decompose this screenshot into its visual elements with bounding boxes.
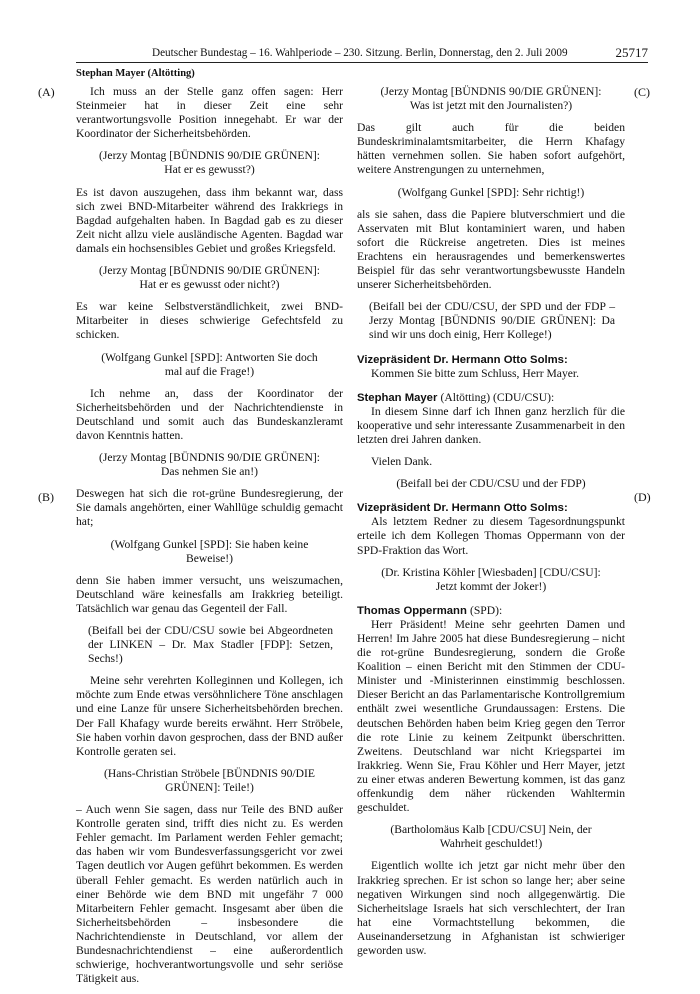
paragraph: Es war keine Selbstverständlichkeit, zwei BND-Mitarbeiter in dieses schwierige Gefechtsfeld zu schicken.	[76, 300, 343, 342]
paragraph: Kommen Sie bitte zum Schluss, Herr Mayer.	[371, 366, 580, 380]
left-column	[76, 85, 343, 994]
paragraph: In diesem Sinne darf ich Ihnen ganz herzlich für die kooperative und sehr interessante Zusammenarbeit in den letzten drei Jahren danken.	[357, 404, 625, 446]
page-header	[76, 47, 648, 63]
interjection: (Wolfgang Gunkel [SPD]: Sie haben keine Beweise!)	[110, 537, 309, 565]
paragraph: als sie sahen, dass die Papiere blutverschmiert und die Asservaten mit Blut kontaminiert waren, und haben sofort die Rückreise angetreten. Dies ist meines Erachtens ein herausragendes und bemerkenswertes Beispiel für das sehr verantwortungsbewusste Handeln unserer Sicherheitsbehörden.	[357, 207, 625, 292]
margin-marker-c: (C)	[634, 85, 650, 99]
applause: (Beifall bei der CDU/CSU, der SPD und der FDP – Jerzy Montag [BÜNDNIS 90/DIE GRÜNEN]: Da sind wir uns doch einig, Herr Kollege!)	[369, 300, 615, 342]
speaker-affiliation: (SPD):	[470, 603, 503, 617]
paragraph: Das gilt auch für die beiden Bundeskriminalamtsmitarbeiter, die Herrn Khafagy hätten vernehmen sollen. Sie haben sofort aufgehört, weitere Anstrengungen zu unternehmen,	[357, 121, 625, 177]
interjection: (Wolfgang Gunkel [SPD]: Sehr richtig!)	[397, 185, 585, 199]
interjection: (Bartholomäus Kalb [CDU/CSU] Nein, der Wahrheit geschuldet!)	[390, 823, 592, 851]
paragraph: denn Sie haben immer versucht, uns weiszumachen, Deutschland wäre keinesfalls am Irakkrieg beteiligt. Tatsächlich war genau das Gegenteil der Fall.	[76, 573, 343, 615]
interjection: (Dr. Kristina Köhler [Wiesbaden] [CDU/CSU]: Jetzt kommt der Joker!)	[381, 565, 601, 593]
speaker-affiliation: (Altötting) (CDU/CSU):	[440, 390, 555, 404]
speaker-name-text: Thomas Oppermann	[357, 604, 467, 617]
margin-marker-a: (A)	[38, 85, 55, 99]
interjection: (Hans-Christian Ströbele [BÜNDNIS 90/DIE GRÜNEN]: Teile!)	[104, 766, 315, 794]
speaker-name-text: Stephan Mayer	[357, 391, 438, 404]
interjection: (Jerzy Montag [BÜNDNIS 90/DIE GRÜNEN]: Was ist jetzt mit den Journalisten?)	[380, 85, 602, 113]
paragraph: Meine sehr verehrten Kolleginnen und Kollegen, ich möchte zum Ende etwas versöhnlichere Töne anschlagen und eine Lanze für unsere Sicherheitsbehörden brechen. Der Fall Khafagy wurde bereits erwähnt. Herr Ströbele, Sie haben vorhin davon gesprochen, dass der BND außer Kontrolle geraten sei.	[76, 674, 343, 758]
paragraph: Vielen Dank.	[371, 455, 433, 469]
speaker-name	[357, 391, 625, 405]
interjection: (Beifall bei der CDU/CSU und der FDP)	[396, 477, 586, 491]
interjection: (Jerzy Montag [BÜNDNIS 90/DIE GRÜNEN]: Hat er es gewusst oder nicht?)	[99, 264, 320, 292]
paragraph: Eigentlich wollte ich jetzt gar nicht mehr über den Irakkrieg sprechen. Er ist schon so lange her; aber seine negativen Wirkungen sind noch allgegenwärtig. Die Sicherheitslage Israels hat sich verschlechtert, der Iran hat eine Vormachtstellung bekommen, die Auseinandersetzung in Afghanistan ist schwieriger geworden usw.	[357, 859, 625, 957]
applause: (Beifall bei der CDU/CSU sowie bei Abgeordneten der LINKEN – Dr. Max Stadler [FDP]: Setzen, Sechs!)	[88, 624, 333, 666]
paragraph: Es ist davon auszugehen, dass ihm bekannt war, dass sich zwei BND-Mitarbeiter während des Irakkriegs in Bagdad aufgehalten haben. In Bagdad gab es zu dieser Zeit nicht allzu viele ausländische Agenten. Bagdad war damals ein hochsensibles Gebiet und großes Kriegsfeld.	[76, 185, 343, 255]
paragraph: Herr Präsident! Meine sehr geehrten Damen und Herren! Im Jahre 2005 hat diese Bundesregierung – nicht die rot-grüne Bundesregierung, sondern die Große Koalition – einen Bericht mit den Stimmen der CDU-Minister und -Ministerinnen einstimmig beschlossen. Dieser Bericht an das Parlamentarische Kontrollgremium enthält zwei wesentliche Grundaussagen: Erstens. Die deutschen Behörden haben beim Krieg gegen den Terror die rote Linie zu keinem Zeitpunkt überschritten. Zweitens. Deutschland war nicht Kriegspartei im Irakkrieg. Wenn Sie, Frau Köhler und Herr Mayer, jetzt zu einer etwas anderen Bewertung kommen, ist das ganz offenkundig dem näher rückenden Wahltermin geschuldet.	[357, 617, 625, 815]
speaker-name: Vizepräsident Dr. Hermann Otto Solms:	[357, 353, 568, 366]
interjection: (Jerzy Montag [BÜNDNIS 90/DIE GRÜNEN]: Das nehmen Sie an!)	[99, 451, 320, 479]
paragraph: – Auch wenn Sie sagen, dass nur Teile des BND außer Kontrolle geraten sind, trifft dies nicht zu. Es werden Fehler gemacht. Im Parlament werden Fehler gemacht; das haben wir vom Bundesverfassungsgericht vor zwei Tagen deutlich vor Augen geführt bekommen. Es werden überall Fehler gemacht. Es werden natürlich auch in einer Behörde wie dem BND mit ungefähr 7 000 Mitarbeitern Fehler gemacht. Insgesamt aber üben die Sicherheitsbehörden – insbesondere die Nachrichtendienste in Deutschland, vor allem der Bundesnachrichtendienst – eine außerordentlich schwierige, hochverantwortungsvolle und sehr seriöse Tätigkeit aus.	[76, 803, 343, 986]
right-column	[357, 85, 625, 966]
speaker-heading: Stephan Mayer (Altötting)	[76, 68, 195, 79]
paragraph: Als letztem Redner zu diesem Tagesordnungspunkt erteile ich dem Kollegen Thomas Oppermann von der SPD-Fraktion das Wort.	[357, 515, 625, 557]
paragraph: Ich nehme an, dass der Koordinator der Sicherheitsbehörden und der Nachrichtendienste in Deutschland und somit auch das Bundeskanzleramt davon Kenntnis hatten.	[76, 386, 343, 442]
page-number: 25717	[615, 45, 648, 60]
paragraph: Ich muss an der Stelle ganz offen sagen: Herr Steinmeier hat in dieser Zeit eine sehr verantwortungsvolle Position innegehabt. Er war der Koordinator der Sicherheitsbehörden.	[76, 85, 343, 141]
interjection: (Jerzy Montag [BÜNDNIS 90/DIE GRÜNEN]: Hat er es gewusst?)	[99, 149, 320, 177]
speaker-name: Vizepräsident Dr. Hermann Otto Solms:	[357, 502, 568, 515]
paragraph: Deswegen hat sich die rot-grüne Bundesregierung, der Sie damals angehörten, einer Wahllüge schuldig gemacht hat;	[76, 487, 343, 529]
interjection: (Wolfgang Gunkel [SPD]: Antworten Sie doch mal auf die Frage!)	[101, 350, 318, 378]
margin-marker-b: (B)	[38, 490, 54, 504]
speaker-name	[357, 604, 625, 618]
running-header: Deutscher Bundestag – 16. Wahlperiode – 230. Sitzung. Berlin, Donnerstag, den 2. Juli 2009	[152, 47, 568, 59]
margin-marker-d: (D)	[634, 490, 651, 504]
